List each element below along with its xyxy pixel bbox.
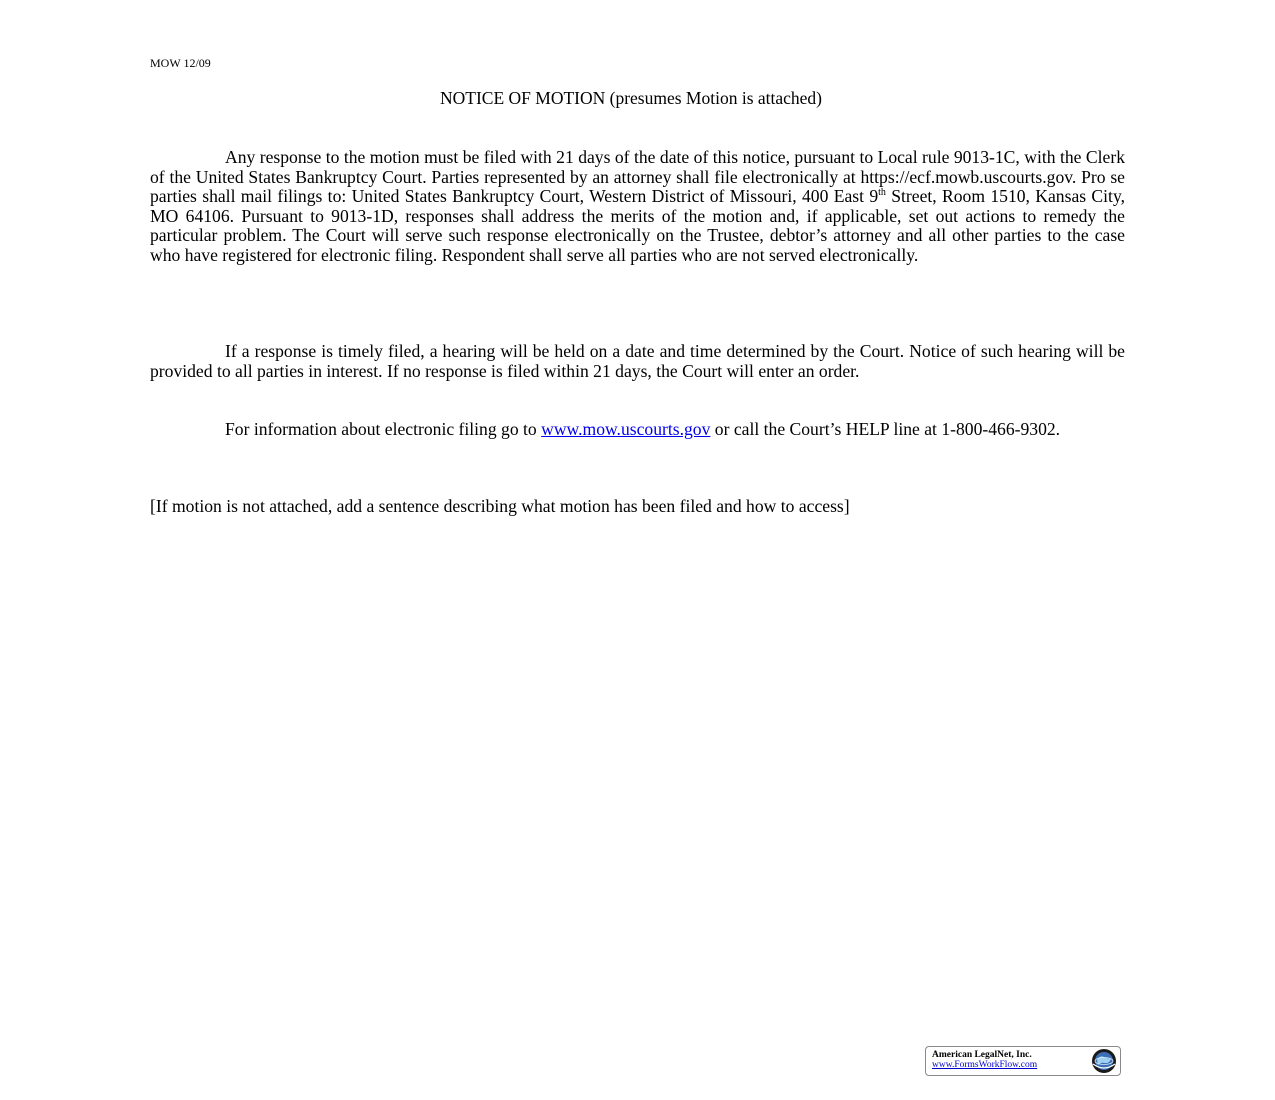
paragraph-info-before: For information about electronic filing go to <box>225 419 542 439</box>
brand-url-link[interactable]: www.FormsWorkFlow.com <box>932 1060 1038 1070</box>
brand-name: American LegalNet, Inc. <box>932 1050 1032 1060</box>
page-title: NOTICE OF MOTION (presumes Motion is attached) <box>439 88 823 108</box>
court-website-link[interactable]: www.mow.uscourts.gov <box>541 419 711 439</box>
paragraph-response-instructions <box>150 148 1125 265</box>
ordinal-superscript: th <box>878 187 886 198</box>
paragraph-hearing-text: If a response is timely filed, a hearing will be held on a date and time determined by the Court. Notice of such hearing will be provided to all parties in interest. If no response is filed within 21 days, the Court will enter an order. <box>150 341 1125 381</box>
paragraph-text-part2: Street, Room 1510, Kansas City, MO 64106. Pursuant to 9013-1D, responses shall address the merits of the motion and, if applicable, set out actions to remedy the particular problem. The Court will serve such response electronically on the Trustee, debtor’s attorney and all other parties to the case who have registered for electronic filing. Respondent shall serve all parties who are not served electronically. <box>150 186 1125 265</box>
paragraph-hearing <box>150 342 1125 381</box>
paragraph-motion-note: [If motion is not attached, add a sentence describing what motion has been filed and how to access] <box>150 496 850 516</box>
paragraph-text-part1: Any response to the motion must be filed with 21 days of the date of this notice, pursuant to Local rule 9013-1C, with the Clerk of the United States Bankruptcy Court. Parties represented by an attorney shall file electronically at https://ecf.mowb.uscourts.gov. Pro se parties shall mail filings to: United States Bankruptcy Court, Western District of Missouri, 400 East 9 <box>150 147 1125 206</box>
paragraph-electronic-filing <box>150 420 1125 440</box>
form-code: MOW 12/09 <box>150 56 211 70</box>
globe-logo-icon <box>1091 1048 1117 1074</box>
paragraph-info-after: or call the Court’s HELP line at 1-800-466-9302. <box>710 419 1061 439</box>
footer-brand-box <box>925 1046 1121 1076</box>
